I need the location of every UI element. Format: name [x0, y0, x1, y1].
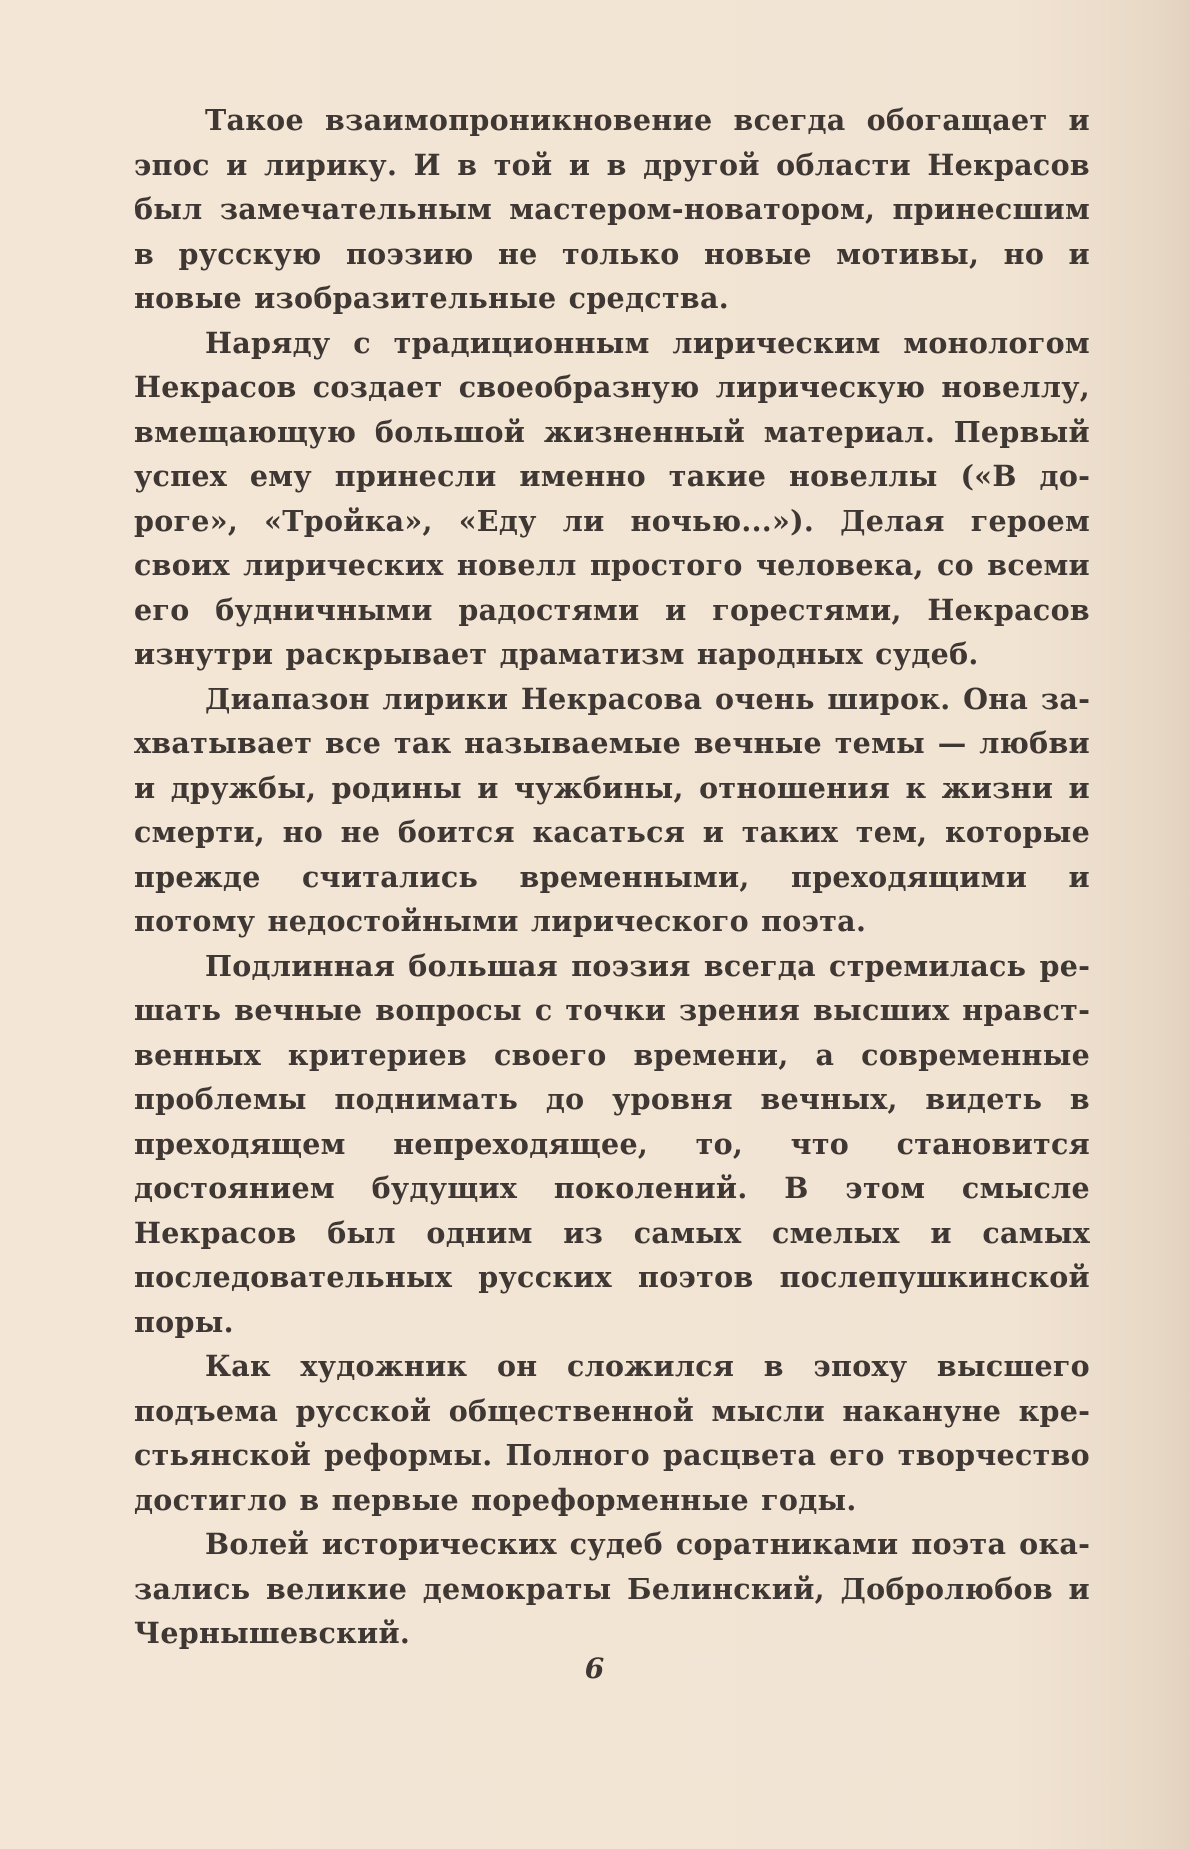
paragraph-2: Наряду с традиционным лирическим монологом Некрасов создает своеобразную лирическую новеллу, вмещающую большой жизненный материал. Первый успех ему принесли именно такие новеллы («В дороге», «Тройка», «Еду ли ночью...»). Делая героем своих лирических новелл простого человека, со всеми его будничными радостями и горестями, Некрасов изнутри раскрывает драматизм народных судеб. — [134, 325, 1090, 671]
paragraph-5: Как художник он сложился в эпоху высшего подъема русской общественной мысли накануне крестьянской реформы. Полного расцвета его творчество достигло в первые пореформенные годы. — [134, 1349, 1090, 1517]
paragraph-6: Волей исторических судеб соратниками поэта оказались великие демократы Белинский, Добролюбов и Чернышевский. — [134, 1527, 1090, 1650]
paragraph-3: Диапазон лирики Некрасова очень широк. Она захватывает все так называемые вечные темы — любви и дружбы, родины и чужбины, отношения к жизни и смерти, но не боится касаться и таких тем, которые прежде считались временными, преходящими и потому недостойными лирического поэта. — [134, 681, 1090, 938]
paragraph-1: Такое взаимопроникновение всегда обогащает и эпос и лирику. И в той и в другой области Некрасов был замечательным мастером-новатором, принесшим в русскую поэзию не только новые мотивы, но и новые изобразительные средства. — [134, 103, 1090, 315]
paragraph-4: Подлинная большая поэзия всегда стремилась решать вечные вопросы с точки зрения высших нравственных критериев своего времени, а современные проблемы поднимать до уровня вечных, видеть в преходящем непреходящее, то, что становится достоянием будущих поколений. В этом смысле Некрасов был одним из самых смелых и самых последовательных русских поэтов послепушкинской поры. — [134, 948, 1090, 1339]
body-text — [134, 98, 1090, 1656]
page-number: 6 — [584, 1652, 605, 1685]
